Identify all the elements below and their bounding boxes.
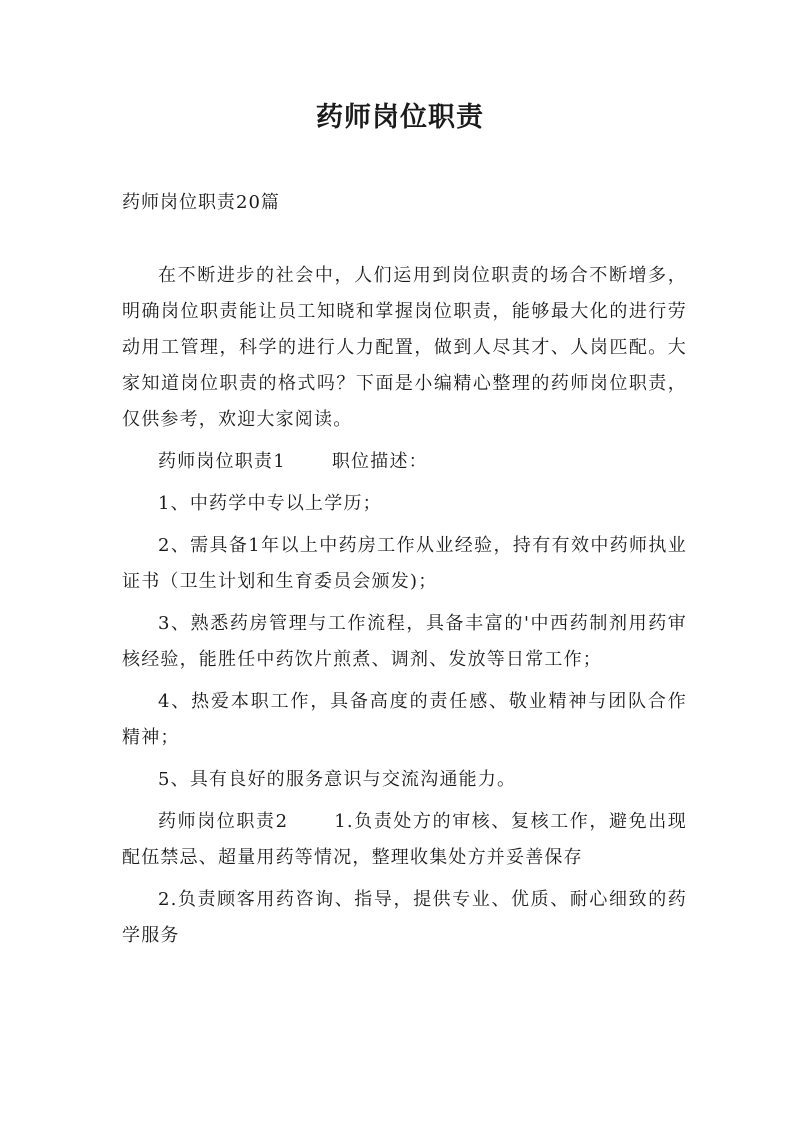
document-subtitle: 药师岗位职责20篇 xyxy=(122,192,280,213)
section1-item: 2、需具备1年以上中药房工作从业经验，持有有效中药师执业证书（卫生计划和生育委员会颁发)； xyxy=(122,535,687,592)
section2-heading: 药师岗位职责2 xyxy=(158,811,289,832)
section1-heading-line xyxy=(122,444,687,480)
intro-paragraph: 在不断进步的社会中，人们运用到岗位职责的场合不断增多，明确岗位职责能让员工知晓和掌握岗位职责，能够最大化的进行劳动用工管理，科学的进行人力配置，做到人尽其才、人岗匹配。大家知道岗位职责的格式吗？下面是小编精心整理的药师岗位职责，仅供参考，欢迎大家阅读。 xyxy=(122,265,687,430)
section2-lead: 1.负责处方的审核、复核工作，避免出现配伍禁忌、超量用药等情况，整理收集处方并妥善保存 xyxy=(122,811,687,868)
section1-heading: 药师岗位职责1 xyxy=(158,451,286,472)
section2-heading-line xyxy=(122,804,687,876)
document-title: 药师岗位职责 xyxy=(316,102,484,133)
document-body xyxy=(122,258,687,960)
section2-item: 2.负责顾客用药咨询、指导，提供专业、优质、耐心细致的药学服务 xyxy=(122,889,687,946)
section1-item: 1、中药学中专以上学历； xyxy=(158,493,382,514)
section1-lead: 职位描述： xyxy=(331,451,428,472)
section1-item: 3、熟悉药房管理与工作流程，具备丰富的'中西药制剂用药审核经验，能胜任中药饮片煎煮、调剂、发放等日常工作； xyxy=(122,613,687,670)
section1-item: 4、热爱本职工作，具备高度的责任感、敬业精神与团队合作精神； xyxy=(122,691,687,748)
section1-item: 5、具有良好的服务意识与交流沟通能力。 xyxy=(158,769,517,790)
